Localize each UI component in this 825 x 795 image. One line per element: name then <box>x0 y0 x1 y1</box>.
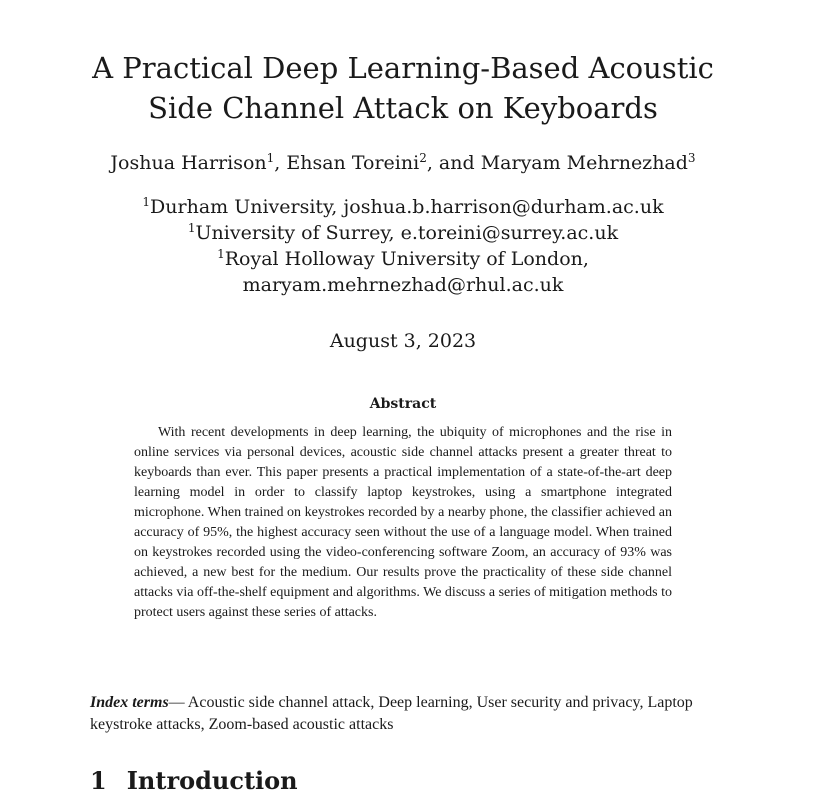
author-name: Joshua Harrison <box>110 152 267 174</box>
index-terms-label: Index terms <box>90 694 169 711</box>
affiliation-mark: 1 <box>217 247 225 261</box>
affiliation-mark: 1 <box>142 195 151 209</box>
affiliation-line <box>60 246 746 272</box>
affiliation-mark: 1 <box>187 221 196 235</box>
author-name: Ehsan Toreini <box>286 152 420 174</box>
index-terms <box>90 692 718 736</box>
affiliation-line <box>60 272 746 298</box>
affiliation-text: Durham University, joshua.b.harrison@durham.ac.uk <box>150 196 664 218</box>
affiliation-text: Royal Holloway University of London, <box>224 248 589 270</box>
publication-date: August 3, 2023 <box>329 330 477 352</box>
paper-title: A Practical Deep Learning-Based Acoustic Side Channel Attack on Keyboards <box>92 51 714 125</box>
affiliation-line <box>60 220 746 246</box>
author-affiliation-mark: 2 <box>419 151 427 165</box>
author-separator: , and <box>426 152 481 174</box>
index-terms-text: Acoustic side channel attack, Deep learning, User security and privacy, Laptop keystroke attacks, Zoom-based acoustic attacks <box>90 694 693 733</box>
section-title: Introduction <box>126 766 298 795</box>
affiliation-text: University of Surrey, e.toreini@surrey.ac.uk <box>195 222 619 244</box>
author-list <box>60 150 746 176</box>
author-separator: , <box>274 152 287 174</box>
author-affiliation-mark: 1 <box>266 151 275 165</box>
affiliation-text: maryam.mehrnezhad@rhul.ac.uk <box>242 274 564 296</box>
abstract-heading: Abstract <box>369 396 437 412</box>
affiliation-line <box>60 194 746 220</box>
affiliation-list <box>60 194 746 298</box>
author-name: Maryam Mehrnezhad <box>480 152 688 174</box>
author-affiliation-mark: 3 <box>687 151 696 165</box>
index-terms-separator: — <box>168 694 188 711</box>
abstract-text: With recent developments in deep learning, the ubiquity of microphones and the rise in online services via personal devices, acoustic side channel attacks present a greater threat to keyboards than ever. This paper presents a practical implementation of a state-of-the-art deep learning model in order to classify laptop keystrokes, using a smartphone integrated microphone. When trained on keystrokes recorded by a nearby phone, the classifier achieved an accuracy of 95%, the highest accuracy seen without the use of a language model. When trained on keystrokes recorded using the video-conferencing software Zoom, an accuracy of 93% was achieved, a new best for the medium. Our results prove the practicality of these side channel attacks via off-the-shelf equipment and algorithms. We discuss a series of mitigation methods to protect users against these series of attacks. <box>134 425 673 620</box>
section-number: 1 <box>90 766 107 795</box>
